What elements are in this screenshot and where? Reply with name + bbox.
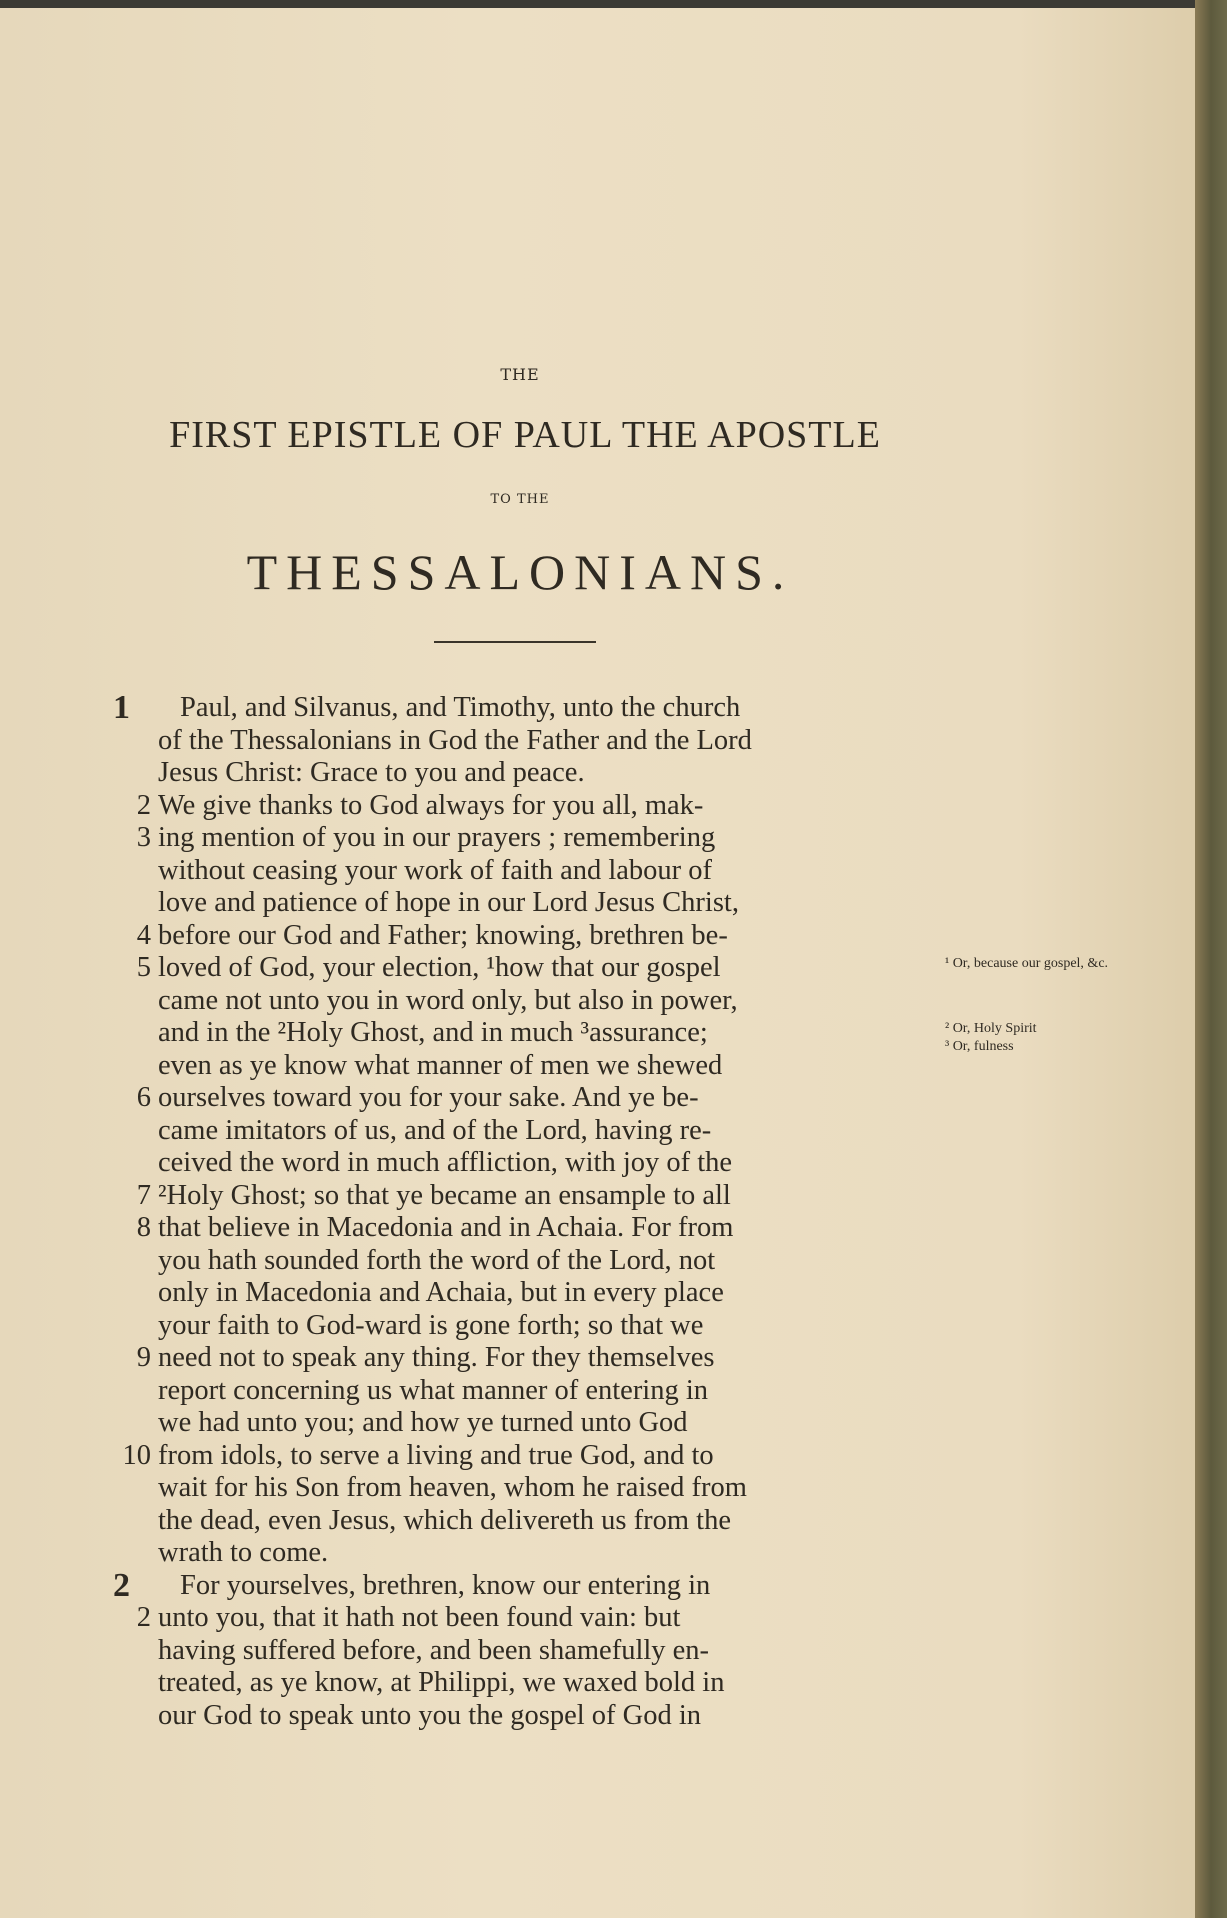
verse-text: Paul, and Silvanus, and Timothy, unto the church (180, 692, 741, 723)
verse-text: that believe in Macedonia and in Achaia. For from (158, 1212, 734, 1243)
verse-text: our God to speak unto you the gospel of God in (158, 1699, 702, 1731)
margin-note: ³ Or, fulness (945, 1039, 1014, 1054)
chapter-number: 2 (113, 1566, 130, 1604)
verse-number: 8 (136, 1212, 151, 1243)
text-line (105, 1212, 1205, 1245)
verse-number: 4 (136, 919, 151, 951)
verse-text: loved of God, your election, ¹how that our gospel (158, 952, 721, 983)
verse-text: ourselves toward you for your sake. And ye be- (158, 1082, 699, 1113)
verse-text: ²Holy Ghost; so that ye became an ensample to all (158, 1179, 731, 1211)
heading-to-the: TO THE (490, 492, 550, 507)
text-line (105, 1017, 1205, 1054)
verse-text: wait for his Son from heaven, whom he raised from (158, 1472, 747, 1503)
verse-text: treated, as ye know, at Philippi, we waxed bold in (158, 1667, 725, 1698)
verse-text: ing mention of you in our prayers ; remembering (158, 822, 716, 853)
text-line (105, 1180, 1205, 1213)
verse-number: 7 (136, 1179, 151, 1211)
verse-text: ceived the word in much affliction, with joy of the (158, 1147, 733, 1178)
verse-text: love and patience of hope in our Lord Jesus Christ, (158, 887, 739, 918)
verse-text: the dead, even Jesus, which delivereth us from the (158, 1504, 731, 1536)
text-line (105, 952, 1205, 985)
verse-number: 2 (136, 1602, 151, 1633)
text-line (105, 1277, 1205, 1310)
top-edge (0, 0, 1227, 8)
verse-text: from idols, to serve a living and true God, and to (158, 1439, 714, 1471)
text-line (105, 757, 1205, 790)
verse-text: your faith to God-ward is gone forth; so that we (158, 1309, 704, 1341)
heading-divider (434, 641, 596, 643)
text-line (105, 822, 1205, 855)
verse-text: came imitators of us, and of the Lord, having re- (158, 1114, 712, 1146)
verse-text: of the Thessalonians in God the Father and the Lord (158, 724, 752, 756)
verse-text: Jesus Christ: Grace to you and peace. (158, 757, 585, 788)
text-line (105, 689, 1205, 726)
verse-number: 2 (136, 789, 151, 821)
verse-text: even as ye know what manner of men we shewed (158, 1049, 723, 1081)
verse-text: report concerning us what manner of entering in (158, 1374, 709, 1406)
text-line (105, 1505, 1205, 1538)
text-line (105, 1342, 1205, 1375)
verse-number: 6 (136, 1082, 151, 1113)
margin-note: ² Or, Holy Spirit (945, 1021, 1037, 1036)
text-line (105, 1050, 1205, 1083)
text-line (105, 985, 1205, 1018)
text-line (105, 1310, 1205, 1343)
heading-title: FIRST EPISTLE OF PAUL THE APOSTLE (169, 414, 881, 456)
text-line (105, 1537, 1205, 1570)
verse-text: without ceasing your work of faith and labour of (158, 854, 713, 886)
text-line (105, 790, 1205, 823)
verse-text: came not unto you in word only, but also in power, (158, 984, 738, 1016)
text-line (105, 1245, 1205, 1278)
text-line (105, 1115, 1205, 1148)
verse-text: before our God and Father; knowing, brethren be- (158, 919, 728, 951)
text-line (105, 1407, 1205, 1440)
verse-text: unto you, that it hath not been found vain: but (158, 1602, 681, 1633)
verse-text: we had unto you; and how ye turned unto God (158, 1407, 688, 1438)
heading-the: THE (500, 365, 540, 384)
scripture-text (105, 689, 1205, 1732)
verse-text: wrath to come. (158, 1537, 329, 1568)
chapter-number: 1 (113, 689, 130, 726)
text-line (105, 1440, 1205, 1473)
text-line (105, 1147, 1205, 1180)
verse-text: you hath sounded forth the word of the Lord, not (158, 1244, 716, 1276)
text-line (105, 1602, 1205, 1635)
verse-number: 10 (122, 1439, 151, 1471)
verse-text: For yourselves, brethren, know our entering in (180, 1569, 711, 1601)
verse-text: having suffered before, and been shamefully en- (158, 1634, 710, 1666)
heading-main: THESSALONIANS. (246, 544, 794, 600)
text-line (105, 887, 1205, 920)
verse-number: 9 (136, 1342, 151, 1373)
text-line (105, 725, 1205, 758)
text-line (105, 1667, 1205, 1700)
verse-text: We give thanks to God always for you all, mak- (158, 789, 704, 821)
text-line (105, 1082, 1205, 1115)
verse-number: 3 (136, 822, 151, 853)
verse-number: 5 (136, 952, 151, 983)
text-line (105, 1566, 1205, 1604)
text-line (105, 1375, 1205, 1408)
text-line (105, 855, 1205, 888)
text-line (105, 1472, 1205, 1505)
verse-text: only in Macedonia and Achaia, but in every place (158, 1277, 724, 1308)
verse-text: and in the ²Holy Ghost, and in much ³assurance; (158, 1017, 708, 1048)
text-line (105, 1700, 1205, 1733)
margin-note: ¹ Or, because our gospel, &c. (945, 956, 1109, 971)
text-line (105, 1635, 1205, 1668)
verse-text: need not to speak any thing. For they themselves (158, 1342, 715, 1373)
